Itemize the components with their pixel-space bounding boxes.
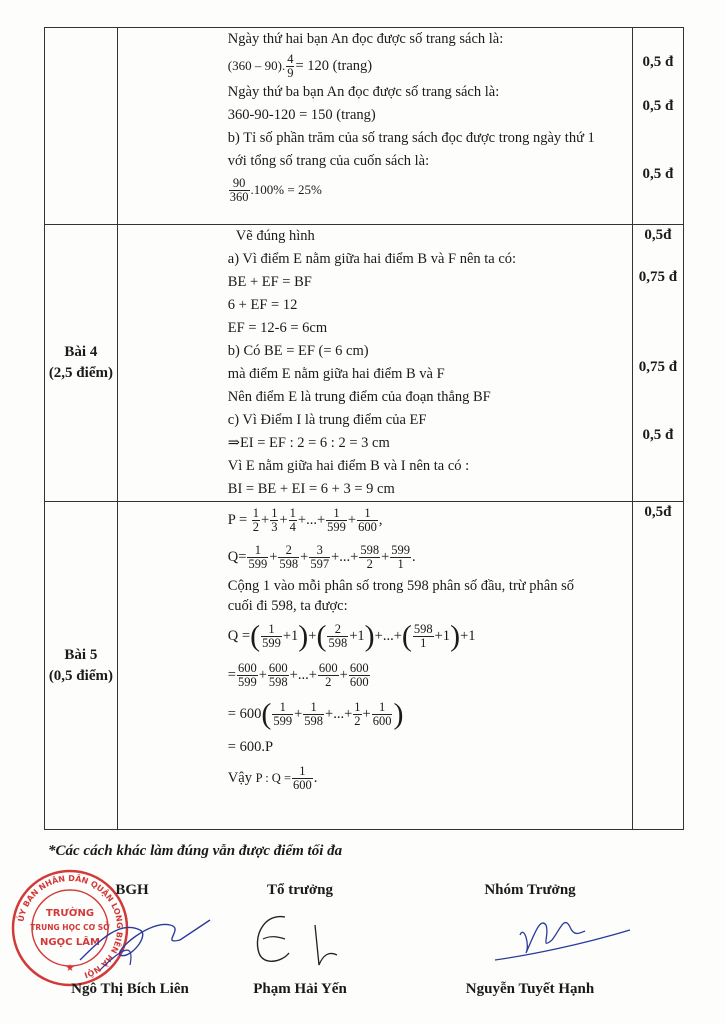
row-bai4 <box>45 225 684 502</box>
row3-label <box>45 502 118 830</box>
text-line: b) Có BE = EF (= 6 cm) <box>227 343 369 359</box>
row2-label <box>45 225 118 502</box>
q-result: = 600.P <box>227 739 274 755</box>
score: 0,5đ <box>644 227 672 243</box>
q-expansion: Q =( $\frac{1}{599}$ +1)+( $\frac{2}{598}$ +1)+...+( $\frac{598}{1}$ +1)+1 <box>227 619 476 653</box>
math-line <box>228 173 632 207</box>
text-line: Vẽ đúng hình <box>235 228 315 244</box>
score: 0,75 đ <box>638 359 678 375</box>
row1-content <box>117 28 632 225</box>
text-line: Cộng 1 vào mỗi phân số trong 598 phân số đầu, trừ phân số <box>227 578 574 594</box>
to-truong-signature <box>245 905 355 975</box>
score: 0,5 đ <box>642 98 674 114</box>
problem-label: Bài 5 <box>64 646 98 663</box>
nhom-truong-name: Nguyễn Tuyết Hạnh <box>465 981 595 997</box>
svg-text:TRƯỜNG: TRƯỜNG <box>45 908 95 919</box>
p-definition: P = $\frac{1}{2}$ + $\frac{1}{3}$ + $\frac{1}{4}$ +...+ $\frac{1}{599}$ + $\frac{1}{600}$ , <box>227 506 383 535</box>
nhom-truong-title: Nhóm Trưởng <box>484 882 576 898</box>
math-line <box>228 51 632 81</box>
text-line: với tổng số trang của cuốn sách là: <box>227 153 430 169</box>
conclusion: Vậy P : Q = $\frac{1}{600}$ . <box>227 764 318 793</box>
score: 0,5 đ <box>642 166 674 182</box>
bgh-name: Ngô Thị Bích Liên <box>71 981 189 997</box>
grading-table <box>44 27 684 830</box>
score: 0,75 đ <box>638 269 678 285</box>
text-line: 6 + EF = 12 <box>227 297 298 313</box>
svg-text:NGỌC LÂM: NGỌC LÂM <box>40 937 100 948</box>
stamp-ring-text: ỦY BAN NHÂN DÂN QUẬN LONG BIÊN HÀ NỘI <box>16 873 125 980</box>
text-line: ⇒EI = EF : 2 = 6 : 2 = 3 cm <box>227 435 390 451</box>
fraction: $\frac{4}{9}$ <box>287 52 294 81</box>
text-line: b) Tỉ số phần trăm của số trang sách đọc được trong ngày thứ 1 <box>227 130 595 146</box>
text-line: BE + EF = BF <box>227 274 312 290</box>
row-bai3-continued <box>45 28 684 225</box>
problem-score: (0,5 điểm) <box>48 667 113 684</box>
score: 0,5 đ <box>642 427 674 443</box>
row2-content <box>117 225 632 502</box>
svg-text:★: ★ <box>65 963 75 974</box>
text-line: EF = 12-6 = 6cm <box>227 320 328 336</box>
row1-label <box>45 28 118 225</box>
nhom-truong-signature <box>490 905 640 975</box>
text-line: mà điểm E nằm giữa hai điểm B và F <box>227 366 445 382</box>
q-factored: = 600( $\frac{1}{599}$ + $\frac{1}{598}$ +...+ $\frac{1}{2}$ + $\frac{1}{600}$ ) <box>227 697 404 731</box>
text-line: 360-90-120 = 150 (trang) <box>227 107 376 123</box>
svg-text:TRUNG HỌC CƠ SỞ: TRUNG HỌC CƠ SỞ <box>30 923 110 932</box>
row2-points <box>632 225 683 502</box>
q-sum: = $\frac{600}{599}$ + $\frac{600}{598}$ +...+ $\frac{600}{2}$ + $\frac{600}{600}$ <box>227 661 369 690</box>
score: 0,5 đ <box>642 54 674 70</box>
row1-points <box>632 28 683 225</box>
text-line: cuối đi 598, ta được: <box>227 598 348 614</box>
expr-part: .100% = 25% <box>250 182 322 197</box>
text-line: Vì E nằm giữa hai điểm B và I nên ta có : <box>227 458 470 474</box>
text-line: Ngày thứ hai bạn An đọc được số trang sách là: <box>227 31 504 47</box>
row3-content <box>117 502 632 830</box>
bgh-signature <box>60 900 220 980</box>
problem-score: (2,5 điểm) <box>48 365 113 381</box>
score: 0,5đ <box>644 504 672 520</box>
row-bai5 <box>45 502 684 830</box>
to-truong-title: Tổ trưởng <box>266 882 334 898</box>
fraction: $\frac{90}{360}$ <box>229 176 249 205</box>
text-line: Ngày thứ ba bạn An đọc được số trang sách là: <box>227 84 500 100</box>
bgh-title: BGH <box>115 882 149 898</box>
row3-points <box>632 502 683 830</box>
text-line: c) Vì Điểm I là trung điểm của EF <box>227 412 427 428</box>
q-definition: Q= $\frac{1}{599}$ + $\frac{2}{598}$ + $\frac{3}{597}$ +...+ $\frac{598}{2}$ + $\frac{599}{1}$ . <box>227 543 416 572</box>
expr-part: (360 – 90). <box>227 58 286 73</box>
text-line: Nên điểm E là trung điểm của đoạn thẳng BF <box>227 389 491 405</box>
text-line: BI = BE + EI = 6 + 3 = 9 cm <box>227 481 395 497</box>
problem-label: Bài 4 <box>64 344 98 360</box>
footnote: *Các cách khác làm đúng vẫn được điểm tối đa <box>48 843 343 859</box>
expr-part: = 120 (trang) <box>295 58 373 74</box>
to-truong-name: Phạm Hải Yến <box>253 981 347 997</box>
text-line: a) Vì điểm E nằm giữa hai điểm B và F nên ta có: <box>227 251 517 267</box>
